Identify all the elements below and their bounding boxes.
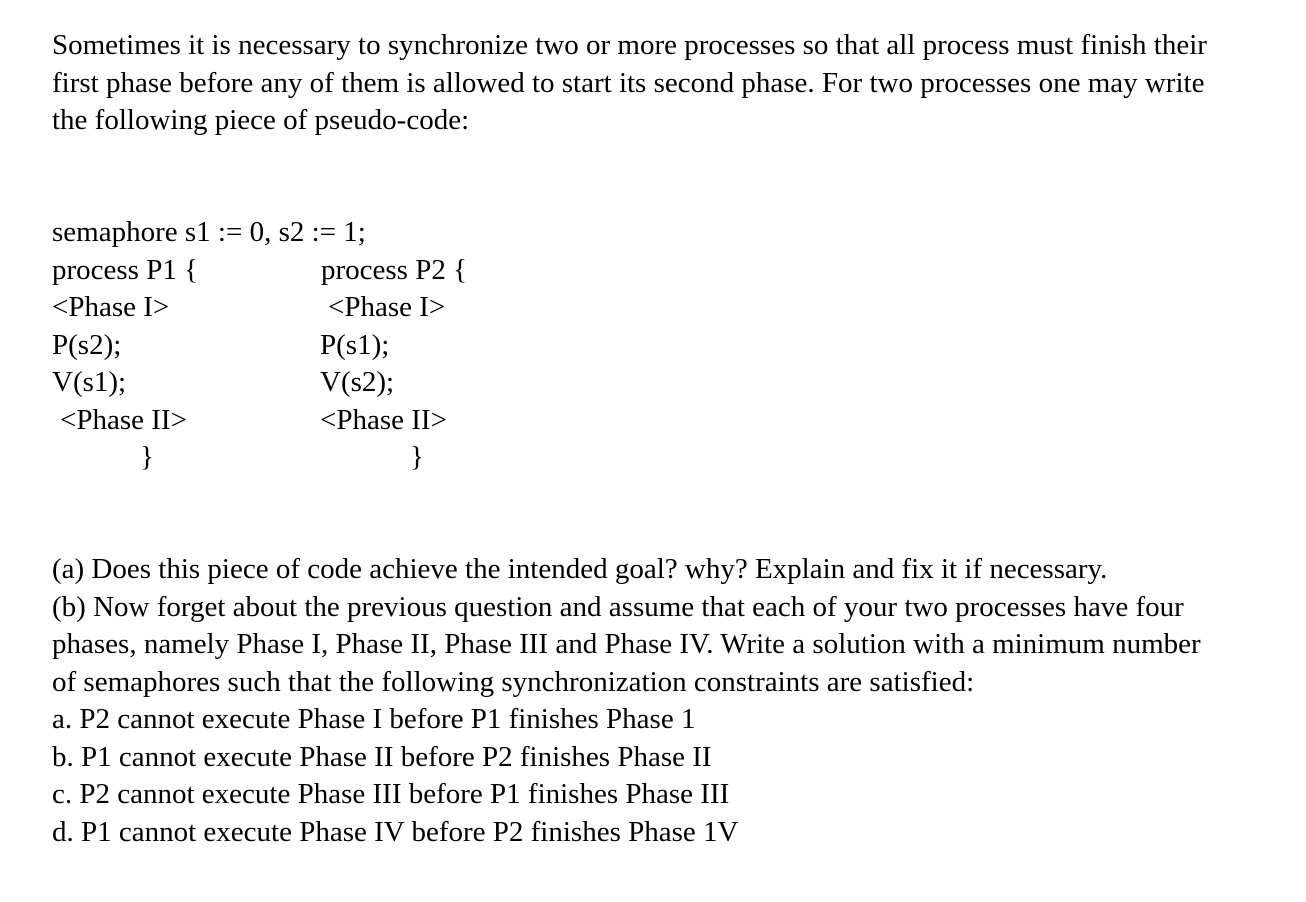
p2-op1: P(s1); [320, 328, 390, 361]
p1-close-brace: } [140, 441, 154, 473]
p1-header: process P1 { [52, 253, 199, 286]
constraint-item: b. P1 cannot execute Phase II before P2 finishes Phase II [52, 740, 712, 773]
p2-close-brace: } [410, 441, 424, 473]
p1-op2: V(s1); [52, 366, 127, 398]
p2-op2: V(s2); [320, 366, 395, 398]
constraint-item: d. P1 cannot execute Phase IV before P2 finishes Phase 1V [52, 815, 739, 848]
p2-phase1: <Phase I> [328, 291, 446, 323]
constraint-item: c. P2 cannot execute Phase III before P1 finishes Phase III [52, 778, 730, 810]
intro-line: the following piece of pseudo-code: [52, 104, 470, 136]
p2-header: process P2 { [321, 253, 468, 286]
code-line [52, 402, 1267, 440]
p1-phase2: <Phase II> [60, 403, 187, 436]
code-line [52, 252, 1267, 290]
pseudo-code-block [52, 214, 1267, 477]
question-b-line: (b) Now forget about the previous question and assume that each of your two processes have four [52, 590, 1184, 623]
code-line [52, 214, 1267, 252]
p2-phase2: <Phase II> [320, 403, 447, 436]
question-b-line: of semaphores such that the following synchronization constraints are satisfied: [52, 665, 975, 698]
question-a: (a) Does this piece of code achieve the intended goal? why? Explain and fix it if necessary. [52, 553, 1108, 585]
p1-op1: P(s2); [52, 328, 122, 361]
intro-line: first phase before any of them is allowed to start its second phase. For two processes one may write [52, 66, 1205, 99]
code-line [52, 289, 1267, 327]
p1-phase1: <Phase I> [52, 291, 170, 323]
code-line [52, 364, 1267, 402]
questions-block [52, 551, 1267, 851]
intro-paragraph [52, 27, 1267, 140]
semaphore-declaration: semaphore s1 := 0, s2 := 1; [52, 216, 366, 248]
code-line [52, 439, 1267, 477]
constraint-item: a. P2 cannot execute Phase I before P1 finishes Phase 1 [52, 703, 696, 735]
intro-line: Sometimes it is necessary to synchronize two or more processes so that all process must finish their [52, 29, 1207, 61]
question-b-line: phases, namely Phase I, Phase II, Phase III and Phase IV. Write a solution with a minimum number [52, 628, 1201, 660]
code-line [52, 327, 1267, 365]
